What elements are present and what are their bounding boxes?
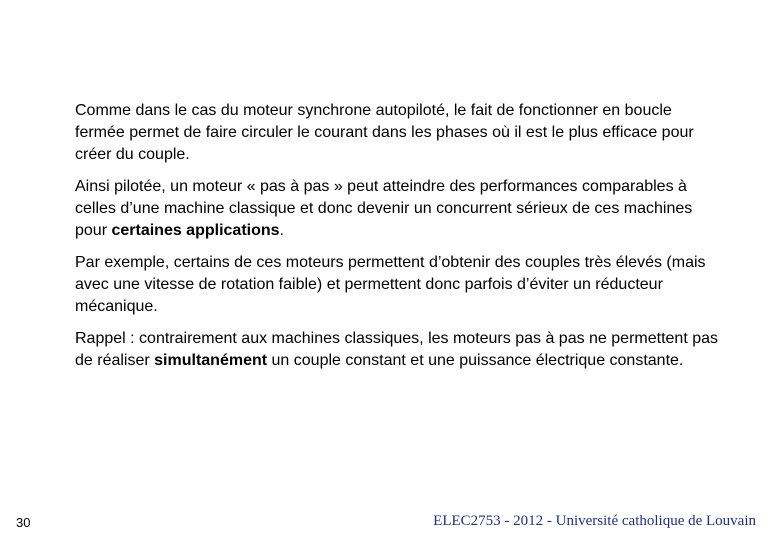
paragraph-text: Par exemple, certains de ces moteurs permettent d’obtenir des couples très élevés (mais avec une vitesse de rotation faible) et permettent donc parfois d’éviter un réducteur mécanique. bbox=[75, 254, 706, 315]
paragraph-example bbox=[75, 252, 725, 318]
paragraph-text: un couple constant et une puissance électrique constante. bbox=[267, 352, 684, 369]
emphasis-text: certaines applications bbox=[111, 222, 280, 239]
paragraph-reminder bbox=[75, 328, 725, 372]
paragraph-performance bbox=[75, 176, 725, 242]
paragraph-text: Ainsi pilotée, un moteur « pas à pas » peut atteindre des performances comparables à celles d’une machine classique et donc devenir un concurrent sérieux de ces machines pour bbox=[75, 178, 693, 239]
paragraph-text: Rappel : contrairement aux machines classiques, les moteurs pas à pas ne permettent pas de réaliser bbox=[75, 330, 718, 369]
course-footer: ELEC2753 - 2012 - Université catholique de Louvain bbox=[433, 513, 756, 529]
paragraph-text: Comme dans le cas du moteur synchrone autopiloté, le fait de fonctionner en boucle fermée permet de faire circuler le courant dans les phases où il est le plus efficace pour créer du couple. bbox=[75, 102, 694, 163]
page-number: 30 bbox=[16, 515, 31, 530]
emphasis-text: simultanément bbox=[154, 352, 268, 369]
paragraph-text: . bbox=[279, 222, 284, 239]
slide-body bbox=[75, 100, 725, 382]
paragraph-closed-loop bbox=[75, 100, 725, 166]
